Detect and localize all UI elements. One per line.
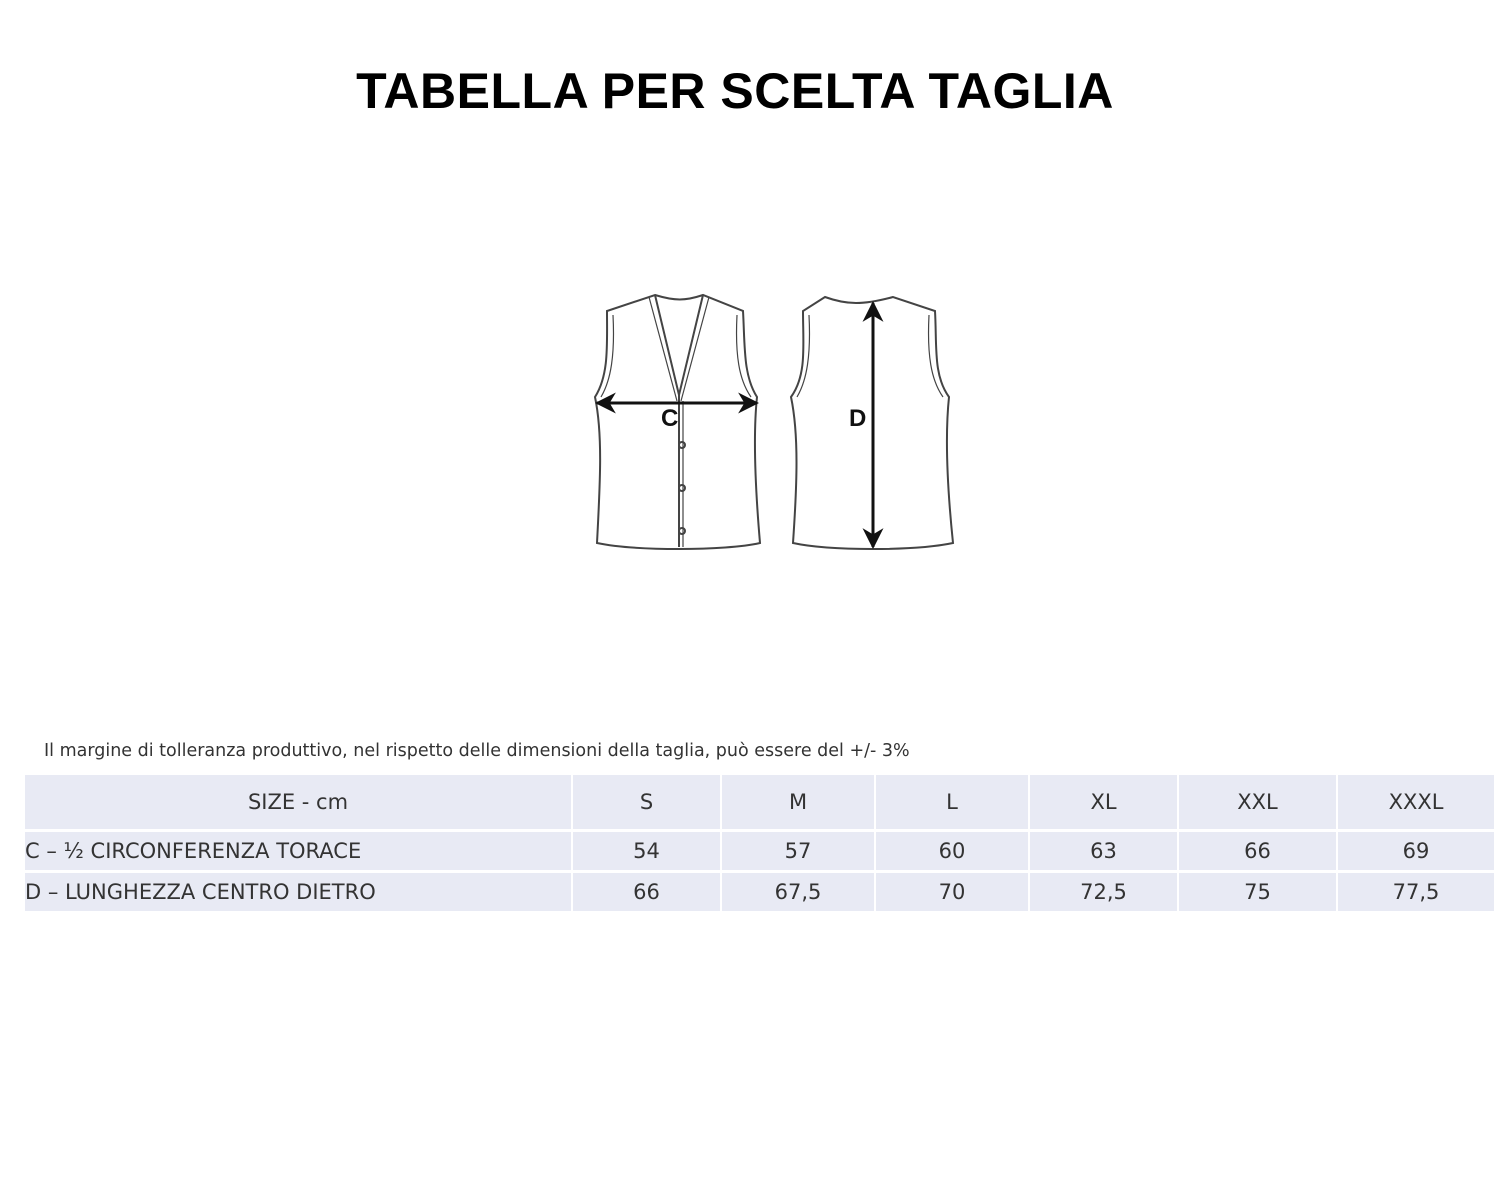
header-size-xxxl: XXXL	[1338, 775, 1494, 829]
table-cell: 77,5	[1338, 870, 1494, 911]
row-label-length: D – LUNGHEZZA CENTRO DIETRO	[25, 870, 571, 911]
table-cell: 67,5	[722, 870, 874, 911]
header-size-xxl: XXL	[1179, 775, 1336, 829]
header-size-xl: XL	[1030, 775, 1177, 829]
header-size-cm: SIZE - cm	[25, 775, 571, 829]
back-measure-label: D	[849, 405, 867, 432]
table-cell: 72,5	[1030, 870, 1177, 911]
table-cell: 75	[1179, 870, 1336, 911]
front-measure-label: C	[661, 405, 679, 432]
vest-illustration	[585, 285, 965, 560]
table-cell: 66	[1179, 829, 1336, 870]
table-row	[25, 829, 1494, 870]
header-size-l: L	[876, 775, 1028, 829]
table-cell: 60	[876, 829, 1028, 870]
table-header-row	[25, 775, 1494, 829]
table-cell: 70	[876, 870, 1028, 911]
table-row	[25, 870, 1494, 911]
header-size-m: M	[722, 775, 874, 829]
header-size-s: S	[573, 775, 720, 829]
tolerance-note: Il margine di tolleranza produttivo, nel rispetto delle dimensioni della taglia, può essere del +/- 3%	[44, 741, 910, 761]
table-cell: 57	[722, 829, 874, 870]
table-cell: 69	[1338, 829, 1494, 870]
table-cell: 54	[573, 829, 720, 870]
page-title: TABELLA PER SCELTA TAGLIA	[356, 63, 1114, 119]
row-label-chest: C – ½ CIRCONFERENZA TORACE	[25, 829, 571, 870]
table-cell: 63	[1030, 829, 1177, 870]
size-table	[23, 775, 1496, 911]
table-cell: 66	[573, 870, 720, 911]
